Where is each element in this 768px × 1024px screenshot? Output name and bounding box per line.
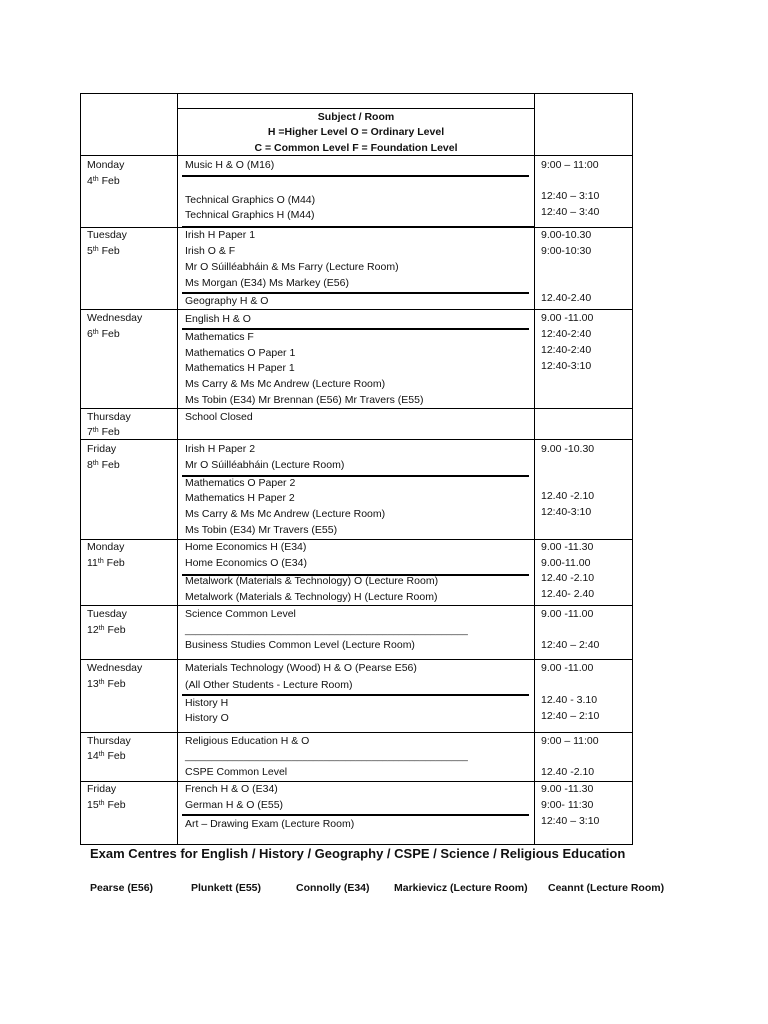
day-date: 5th Feb: [87, 245, 120, 257]
subject-line: Mr O Súilléabháin & Ms Farry (Lecture Room): [185, 261, 399, 273]
subject-line: Irish H Paper 1: [185, 229, 256, 241]
row-divider: [80, 309, 633, 310]
time-slot: 12:40-2:40: [541, 344, 592, 356]
subject-line: History O: [185, 712, 229, 724]
time-slot: 9:00-10:30: [541, 245, 592, 257]
subject-separator-line: _____________________________________________________: [185, 625, 468, 636]
subject-line: Ms Tobin (E34) Mr Brennan (E56) Mr Travers (E55): [185, 394, 424, 406]
subject-line: Mathematics O Paper 1: [185, 347, 296, 359]
exam-centre: Markievicz (Lecture Room): [394, 882, 528, 894]
exam-centre: Ceannt (Lecture Room): [548, 882, 665, 894]
subject-line: Metalwork (Materials & Technology) O (Lecture Room): [185, 575, 439, 587]
subject-line: School Closed: [185, 411, 253, 423]
time-slot: 12:40-2:40: [541, 328, 592, 340]
day-name: Friday: [87, 783, 117, 795]
day-name: Tuesday: [87, 608, 127, 620]
subject-line: Mathematics H Paper 2: [185, 492, 295, 504]
day-name: Thursday: [87, 735, 131, 747]
time-slot: 12:40 – 3:10: [541, 815, 600, 827]
day-date: 6th Feb: [87, 328, 120, 340]
day-date: 4th Feb: [87, 175, 120, 187]
time-slot: 12.40 -2.10: [541, 490, 595, 502]
subject-line: Music H & O (M16): [185, 159, 275, 171]
row-divider: [80, 732, 633, 733]
time-slot: 12.40 -2.10: [541, 572, 595, 584]
time-slot: 12:40 – 3:40: [541, 206, 600, 218]
subject-line: Business Studies Common Level (Lecture Room): [185, 639, 415, 651]
row-divider: [80, 439, 633, 440]
subject-line: Home Economics H (E34): [185, 541, 307, 553]
time-slot: 12.40-2.40: [541, 292, 592, 304]
subject-line: Ms Tobin (E34) Mr Travers (E55): [185, 524, 338, 536]
day-name: Monday: [87, 159, 125, 171]
subject-line: English H & O: [185, 313, 251, 325]
day-date: 7th Feb: [87, 426, 120, 438]
subject-line: Art – Drawing Exam (Lecture Room): [185, 818, 355, 830]
subject-separator-line: _____________________________________________________: [185, 751, 468, 762]
exam-centres-title: Exam Centres for English / History / Geography / CSPE / Science / Religious Education: [90, 846, 626, 861]
subject-line: German H & O (E55): [185, 799, 284, 811]
subject-line: Religious Education H & O: [185, 735, 310, 747]
day-date: 12th Feb: [87, 624, 126, 636]
day-date: 13th Feb: [87, 678, 126, 690]
time-slot: 9:00- 11:30: [541, 799, 594, 811]
day-date: 15th Feb: [87, 799, 126, 811]
subject-line: Mathematics H Paper 1: [185, 362, 295, 374]
subject-line: CSPE Common Level: [185, 766, 288, 778]
header-level-legend-1: H =Higher Level O = Ordinary Level: [267, 126, 445, 138]
day-date: 11th Feb: [87, 557, 125, 569]
day-date: 14th Feb: [87, 750, 126, 762]
day-name: Tuesday: [87, 229, 127, 241]
time-slot: 9.00 -10.30: [541, 443, 595, 455]
header-level-legend-2: C = Common Level F = Foundation Level: [254, 142, 458, 154]
day-name: Monday: [87, 541, 125, 553]
header-inner-line: [177, 108, 534, 109]
time-slot: 12.40 - 3.10: [541, 694, 598, 706]
row-divider: [80, 408, 633, 409]
time-slot: 9.00 -11.30: [541, 541, 594, 553]
subject-line: Metalwork (Materials & Technology) H (Lecture Room): [185, 591, 438, 603]
day-name: Wednesday: [87, 662, 143, 674]
subject-line: Home Economics O (E34): [185, 557, 307, 569]
subject-line: Ms Morgan (E34) Ms Markey (E56): [185, 277, 349, 289]
subject-line: Irish O & F: [185, 245, 236, 257]
subject-line: Ms Carry & Ms Mc Andrew (Lecture Room): [185, 378, 386, 390]
subject-line: Mathematics O Paper 2: [185, 477, 296, 489]
time-slot: 12:40 – 2:10: [541, 710, 600, 722]
time-slot: 9.00 -11.00: [541, 662, 594, 674]
time-slot: 9.00 -11.00: [541, 312, 594, 324]
day-name: Wednesday: [87, 312, 143, 324]
table-border-top: [80, 93, 633, 94]
session-separator: [182, 694, 529, 696]
time-slot: 12:40 – 2:40: [541, 639, 600, 651]
time-slot: 9.00-10.30: [541, 229, 592, 241]
subject-line: (All Other Students - Lecture Room): [185, 679, 353, 691]
exam-centre: Plunkett (E55): [191, 882, 262, 894]
row-divider: [80, 605, 633, 606]
exam-centre: Pearse (E56): [90, 882, 154, 894]
time-slot: 9.00-11.00: [541, 557, 591, 569]
subject-line: Technical Graphics O (M44): [185, 194, 316, 206]
subject-line: Materials Technology (Wood) H & O (Pearse E56): [185, 662, 417, 674]
subject-line: Mathematics F: [185, 331, 254, 343]
session-separator: [182, 175, 529, 177]
session-separator: [182, 814, 529, 816]
subject-line: History H: [185, 697, 229, 709]
day-name: Friday: [87, 443, 117, 455]
time-slot: 9:00 – 11:00: [541, 159, 599, 171]
subject-line: Science Common Level: [185, 608, 296, 620]
time-slot: 9.00 -11.30: [541, 783, 594, 795]
exam-timetable: [80, 93, 633, 845]
subject-line: Mr O Súilléabháin (Lecture Room): [185, 459, 345, 471]
table-border-bottom: [80, 844, 633, 845]
subject-line: Geography H & O: [185, 295, 269, 307]
day-date: 8th Feb: [87, 459, 120, 471]
time-slot: 12.40- 2.40: [541, 588, 595, 600]
time-slot: 9:00 – 11:00: [541, 735, 599, 747]
subject-line: French H & O (E34): [185, 783, 278, 795]
header-subject-room: Subject / Room: [317, 111, 395, 123]
exam-centre: Connolly (E34): [296, 882, 370, 894]
subject-line: Technical Graphics H (M44): [185, 209, 315, 221]
row-divider: [80, 659, 633, 660]
time-slot: 12.40 -2.10: [541, 766, 595, 778]
subject-line: Ms Carry & Ms Mc Andrew (Lecture Room): [185, 508, 386, 520]
time-slot: 12:40 – 3:10: [541, 190, 600, 202]
subject-line: Irish H Paper 2: [185, 443, 256, 455]
time-slot: 12:40-3:10: [541, 506, 592, 518]
time-slot: 12:40-3:10: [541, 360, 592, 372]
time-slot: 9.00 -11.00: [541, 608, 594, 620]
day-name: Thursday: [87, 411, 131, 423]
